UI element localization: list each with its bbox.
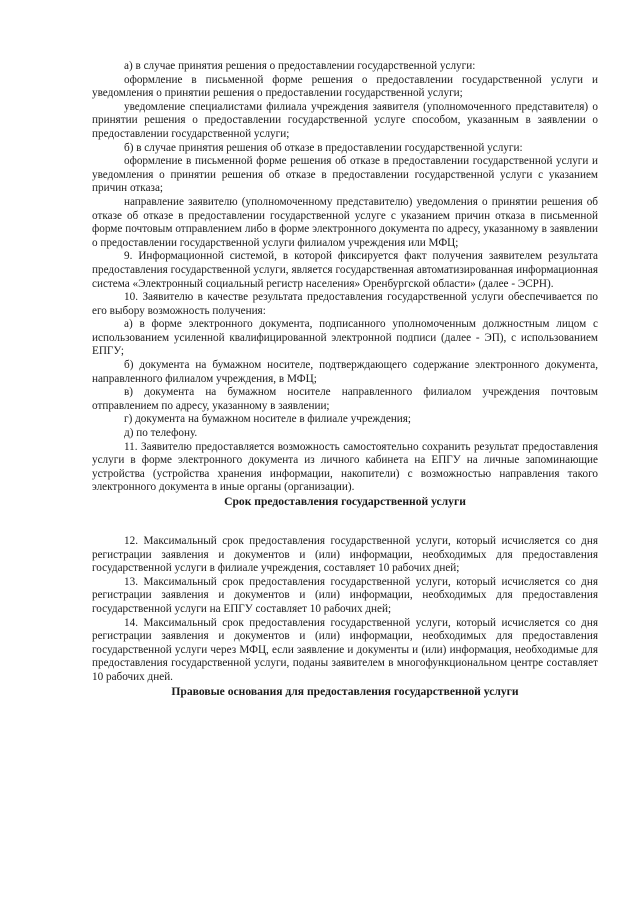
paragraph-written-refusal: оформление в письменной форме решения об отказе в предоставлении государственной услуги и уведомления о принятии решения об отказе в предоставлении государственной услуги с указанием причин отказа; — [92, 155, 598, 195]
paragraph-option-d: г) документа на бумажном носителе в филиале учреждения; — [124, 413, 412, 426]
paragraph-refusal-notice: направление заявителю (уполномоченному представителю) уведомления о принятии решения об отказе об отказе в предоставлении государственной услуге с указанием причин отказа в письменной форме почтовым отправлением либо в форме электронного документа по адресу, указанному в заявлении о предоставлении государственной услуги филиалом учреждения или МФЦ; — [92, 195, 598, 249]
section-heading-term: Срок предоставления государственной услуги — [224, 495, 466, 508]
paragraph-item-10: 10. Заявителю в качестве результата предоставления государственной услуги обеспечивается по его выбору возможность получения: — [92, 291, 598, 317]
paragraph-notification: уведомление специалистами филиала учреждения заявителя (уполномоченного представителя) о принятии решения о предоставлении государственной услуге способом, указанным в заявлении о предоставлении государственной услуги; — [92, 100, 598, 140]
paragraph-item-14: 14. Максимальный срок предоставления государственной услуги, который исчисляется со дня регистрации заявления и документов и (или) информации, необходимых для предоставления государственной услуги через МФЦ, если заявление и документы и (или) информация, необходимые для предоставления государственной услуги, поданы заявителем в многофункциональном центре составляет 10 рабочих дней. — [92, 616, 598, 683]
paragraph-item-9: 9. Информационной системой, в которой фиксируется факт получения заявителем результата предоставления государственной услуги, является государственная автоматизированная информационная система «Электронный социальный регистр населения» Оренбургской области» (далее - ЭСРН). — [92, 250, 598, 290]
paragraph-item-11: 11. Заявителю предоставляется возможность самостоятельно сохранить результат предоставления услуги в форме электронного документа из личного кабинета на ЕПГУ на личные запоминающие устройства (устройства хранения информации, накопители) с возможностью направления такого электронного документа в иные органы (организации). — [92, 440, 598, 494]
paragraph-item-13: 13. Максимальный срок предоставления государственной услуги, который исчисляется со дня регистрации заявления и документов и (или) информации, необходимых для предоставления государственной услуги на ЕПГУ составляет 10 рабочих дней; — [92, 575, 598, 615]
paragraph-option-c: в) документа на бумажном носителе направленного филиалом учреждения почтовым отправлением по адресу, указанному в заявлении; — [92, 386, 598, 412]
paragraph-written-decision: оформление в письменной форме решения о предоставлении государственной услуги и уведомления о принятии решения о предоставлении государственной услуги; — [92, 73, 598, 100]
paragraph-option-a: а) в форме электронного документа, подписанного уполномоченным должностным лицом с использованием усиленной квалифицированной электронной подписи (далее - ЭП), с использованием ЕПГУ; — [92, 318, 598, 358]
paragraph-decision-refused: б) в случае принятия решения об отказе в предоставлении государственной услуги: — [124, 141, 523, 154]
paragraph-item-12: 12. Максимальный срок предоставления государственной услуги, который исчисляется со дня регистрации заявления и документов и (или) информации, необходимых для предоставления государственной услуги в филиале учреждения, составляет 10 рабочих дней; — [92, 535, 598, 575]
section-heading-legal: Правовые основания для предоставления государственной услуги — [171, 684, 519, 698]
paragraph-option-e: д) по телефону. — [124, 427, 198, 440]
paragraph-decision-granted: а) в случае принятия решения о предоставлении государственной услуги: — [124, 60, 476, 72]
paragraph-option-b: б) документа на бумажном носителе, подтверждающего содержание электронного документа, направленного филиалом учреждения, в МФЦ; — [92, 359, 598, 385]
